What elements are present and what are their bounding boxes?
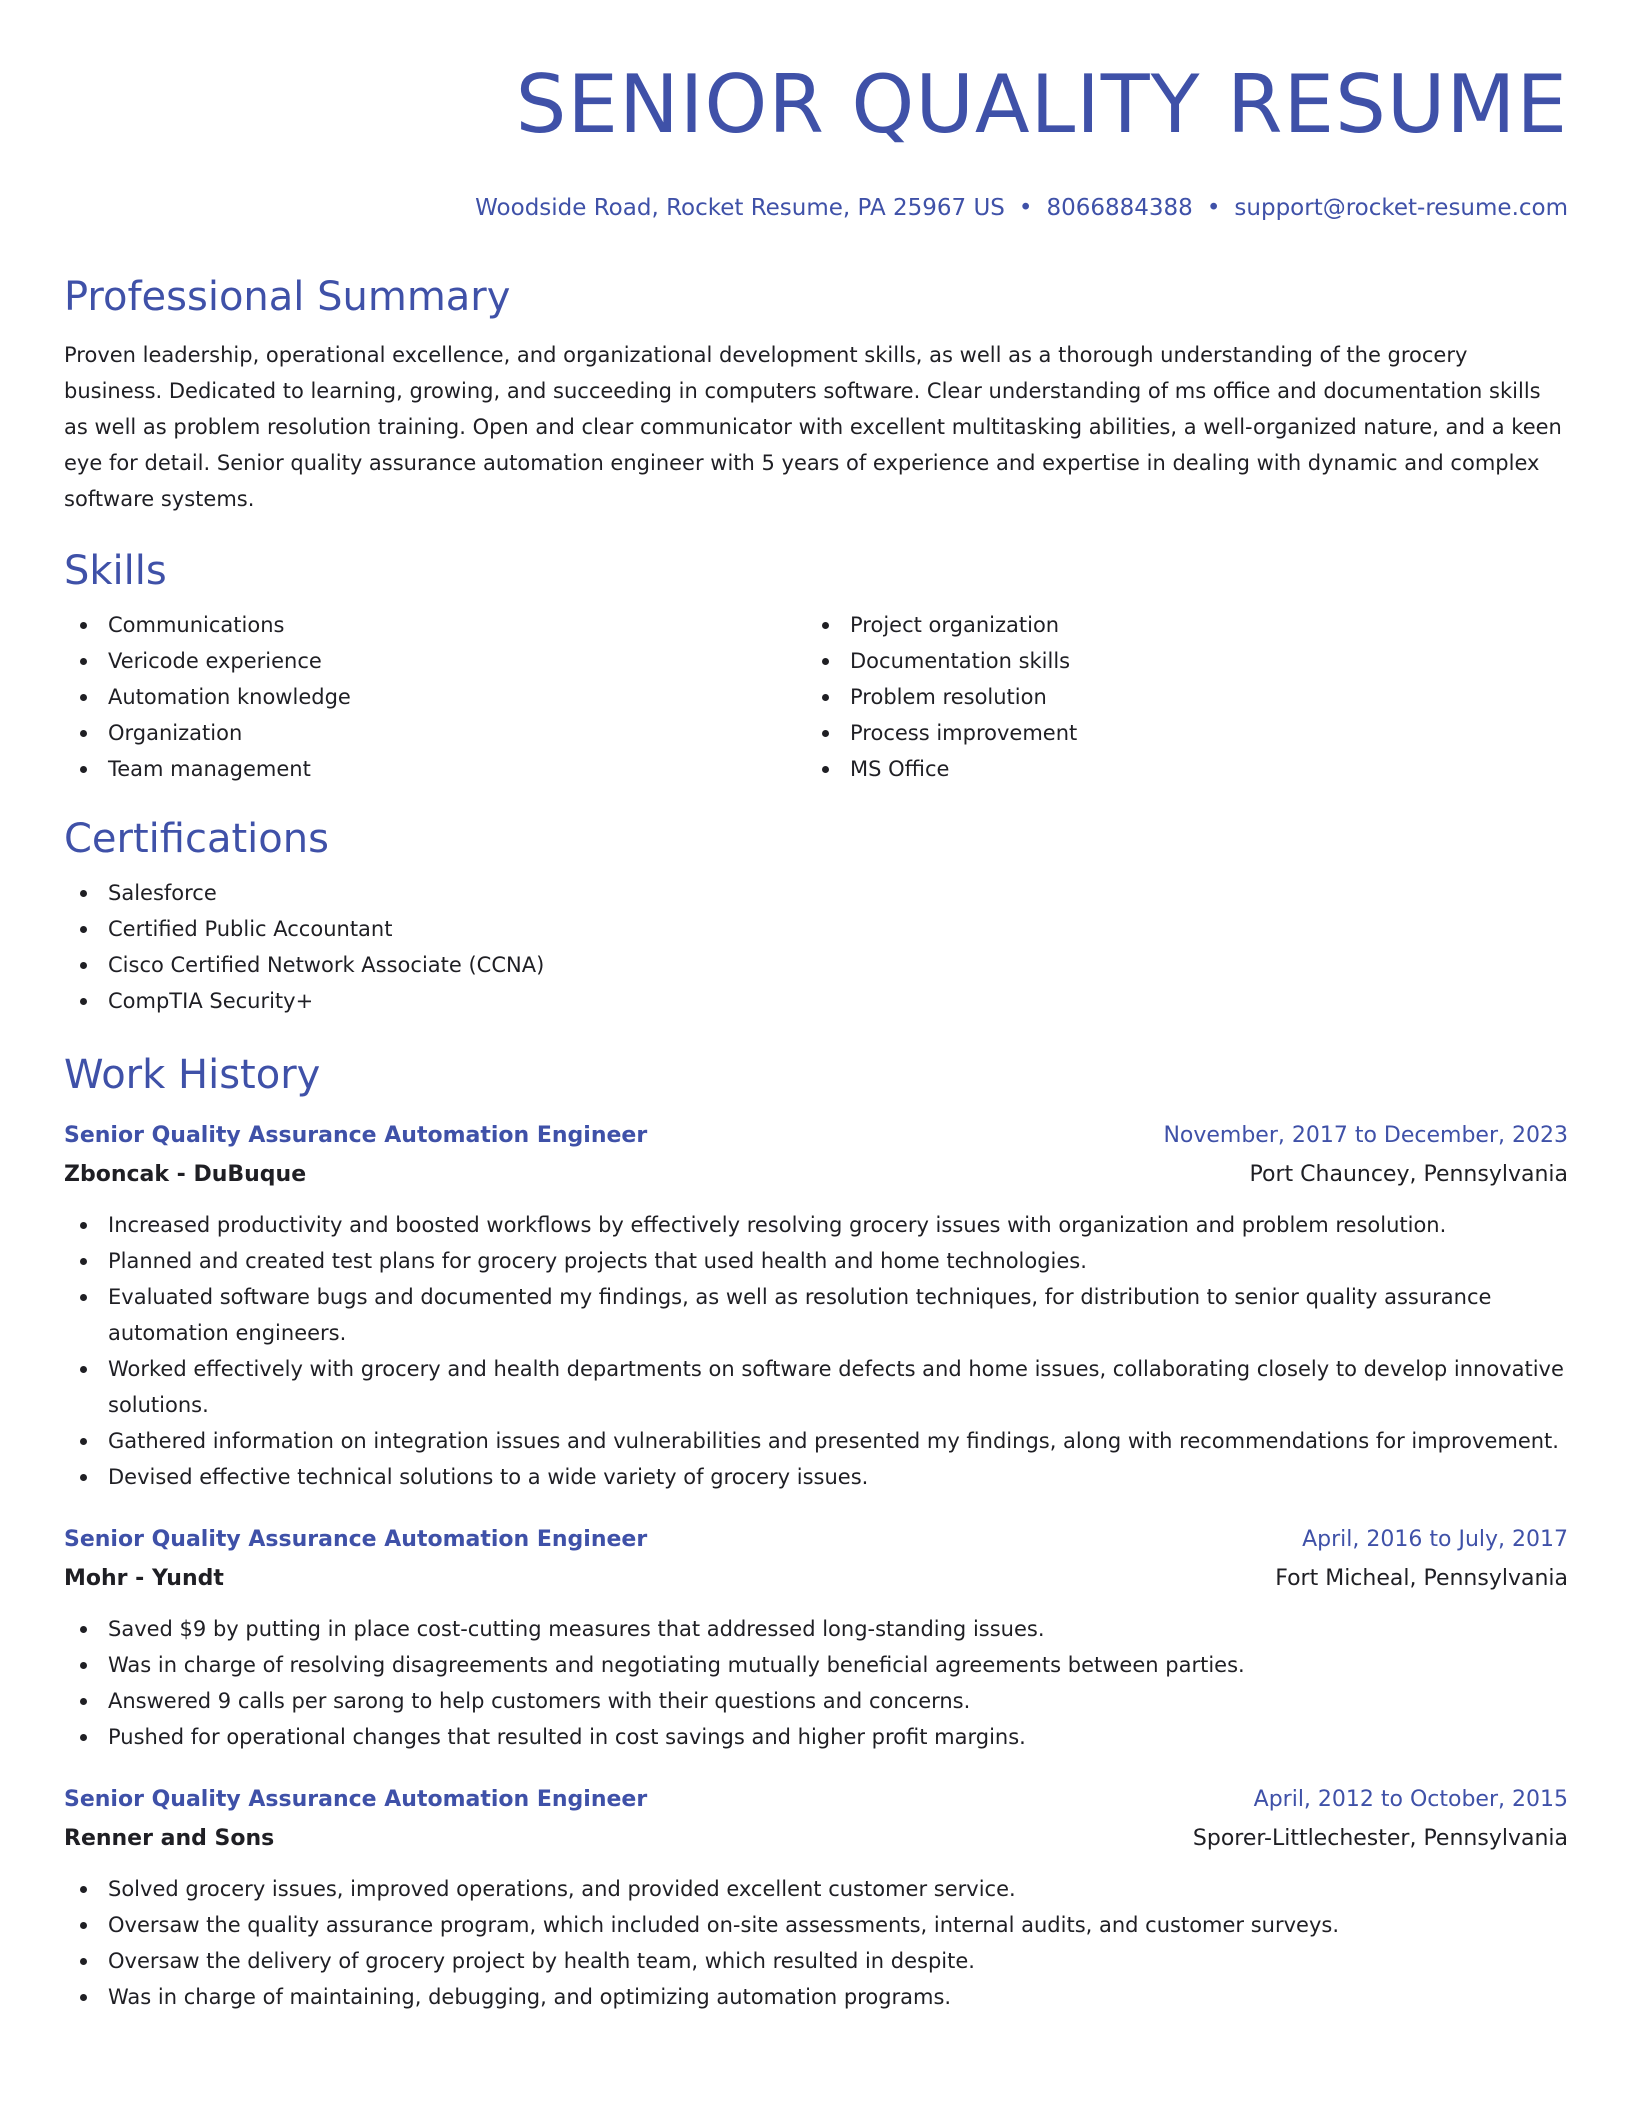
- job-location: Port Chauncey, Pennsylvania: [1249, 1162, 1568, 1187]
- job-title-row: [64, 1117, 1568, 1155]
- skill-item: Process improvement: [806, 715, 1548, 751]
- certifications-heading: Certifications: [64, 816, 329, 862]
- job-location: Fort Micheal, Pennsylvania: [1275, 1566, 1568, 1591]
- job-bullet: Planned and created test plans for grocery projects that used health and home technologies.: [64, 1243, 1568, 1279]
- certification-item: Salesforce: [64, 875, 1568, 911]
- job-bullet: Saved $9 by putting in place cost-cutting measures that addressed long-standing issues.: [64, 1611, 1568, 1647]
- job-company: Renner and Sons: [64, 1826, 275, 1851]
- job-company: Mohr - Yundt: [64, 1566, 224, 1591]
- job-bullets: [64, 1611, 1568, 1755]
- skill-item: Vericode experience: [64, 643, 806, 679]
- contact-separator: •: [1018, 195, 1033, 221]
- contact-line: [64, 195, 1568, 221]
- skill-item: MS Office: [806, 751, 1548, 787]
- skill-item: Organization: [64, 715, 806, 751]
- job-bullets: [64, 1871, 1568, 2015]
- summary-text: Proven leadership, operational excellence, and organizational development skills, as well as a thorough understanding of the grocery business. Dedicated to learning, growing, and succeeding in computers software. Clear understanding of ms office and documentation skills as well as problem resolution training. Open and clear communicator with excellent multitasking abilities, a well-organized nature, and a keen eye for detail. Senior quality assurance automation engineer with 5 years of experience and expertise in dealing with dynamic and complex software systems.: [64, 343, 1562, 511]
- job-company-row: [64, 1155, 1568, 1195]
- job-bullet: Evaluated software bugs and documented my findings, as well as resolution techniques, for distribution to senior quality assurance automation engineers.: [64, 1279, 1568, 1351]
- skill-item: Problem resolution: [806, 679, 1548, 715]
- contact-phone: 8066884388: [1046, 195, 1193, 221]
- resume-page: [64, 0, 1568, 2015]
- job-bullet: Was in charge of resolving disagreements and negotiating mutually beneficial agreements between parties.: [64, 1647, 1568, 1683]
- job-bullet: Pushed for operational changes that resulted in cost savings and higher profit margins.: [64, 1719, 1568, 1755]
- skill-item: Communications: [64, 607, 806, 643]
- job-bullet: Worked effectively with grocery and health departments on software defects and home issues, collaborating closely to develop innovative solutions.: [64, 1351, 1568, 1423]
- job-dates: November, 2017 to December, 2023: [1163, 1123, 1568, 1148]
- job-bullet: Gathered information on integration issues and vulnerabilities and presented my findings, along with recommendations for improvement.: [64, 1423, 1568, 1459]
- certification-item: Certified Public Accountant: [64, 911, 1568, 947]
- job-location: Sporer-Littlechester, Pennsylvania: [1192, 1826, 1568, 1851]
- job-dates: April, 2016 to July, 2017: [1302, 1527, 1568, 1552]
- job-company-row: [64, 1819, 1568, 1859]
- job-title-row: [64, 1781, 1568, 1819]
- certification-item: CompTIA Security+: [64, 983, 1568, 1019]
- skills-column-right: [806, 607, 1548, 787]
- work-history-heading: Work History: [64, 1052, 321, 1098]
- skill-item: Project organization: [806, 607, 1548, 643]
- job-entry: [64, 1117, 1568, 1495]
- job-bullet: Devised effective technical solutions to a wide variety of grocery issues.: [64, 1459, 1568, 1495]
- job-bullet: Was in charge of maintaining, debugging, and optimizing automation programs.: [64, 1979, 1568, 2015]
- job-entry: [64, 1521, 1568, 1755]
- job-bullet: Solved grocery issues, improved operations, and provided excellent customer service.: [64, 1871, 1568, 1907]
- skills-list: [64, 607, 1568, 787]
- job-title: Senior Quality Assurance Automation Engineer: [64, 1787, 648, 1812]
- skill-item: Team management: [64, 751, 806, 787]
- job-title: Senior Quality Assurance Automation Engineer: [64, 1123, 648, 1148]
- job-title-row: [64, 1521, 1568, 1559]
- job-bullet: Oversaw the delivery of grocery project by health team, which resulted in despite.: [64, 1943, 1568, 1979]
- job-bullets: [64, 1207, 1568, 1495]
- skills-heading: Skills: [64, 548, 167, 594]
- skill-item: Automation knowledge: [64, 679, 806, 715]
- job-bullet: Answered 9 calls per sarong to help customers with their questions and concerns.: [64, 1683, 1568, 1719]
- certifications-list: [64, 875, 1568, 1019]
- skills-column-left: [64, 607, 806, 787]
- summary-heading: Professional Summary: [64, 274, 511, 320]
- job-dates: April, 2012 to October, 2015: [1253, 1787, 1568, 1812]
- resume-title: SENIOR QUALITY RESUME: [515, 58, 1568, 151]
- job-title: Senior Quality Assurance Automation Engineer: [64, 1527, 648, 1552]
- job-bullet: Increased productivity and boosted workflows by effectively resolving grocery issues with organization and problem resolution.: [64, 1207, 1568, 1243]
- contact-address: Woodside Road, Rocket Resume, PA 25967 US: [475, 195, 1005, 221]
- job-company-row: [64, 1559, 1568, 1599]
- certification-item: Cisco Certified Network Associate (CCNA): [64, 947, 1568, 983]
- job-company: Zboncak - DuBuque: [64, 1162, 307, 1187]
- skill-item: Documentation skills: [806, 643, 1548, 679]
- contact-email: support@rocket-resume.com: [1234, 195, 1568, 221]
- job-entry: [64, 1781, 1568, 2015]
- contact-separator: •: [1206, 195, 1221, 221]
- job-bullet: Oversaw the quality assurance program, which included on-site assessments, internal audits, and customer surveys.: [64, 1907, 1568, 1943]
